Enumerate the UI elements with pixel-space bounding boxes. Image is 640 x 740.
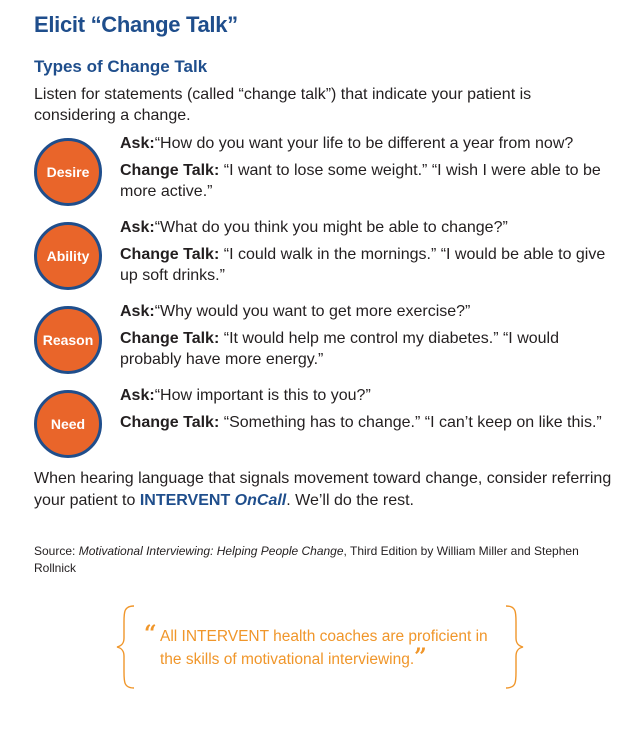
change-talk-label: Change Talk:	[120, 414, 220, 431]
intervent-oncall-brand	[140, 492, 286, 509]
ask-line	[120, 385, 620, 406]
quote-text: All INTERVENT health coaches are proficient in the skills of motivational interviewing.	[160, 628, 488, 668]
change-talk-label: Change Talk:	[120, 162, 220, 179]
pull-quote	[144, 621, 504, 670]
change-talk-line	[120, 328, 620, 370]
badge-reason: Reason	[34, 306, 102, 374]
right-brace-icon	[502, 604, 526, 690]
brand-main: INTERVENT	[139, 492, 235, 509]
qa-ability	[120, 217, 620, 292]
intro-text: Listen for statements (called “change talk”) that indicate your patient is considering a change.	[34, 86, 532, 124]
ask-label: Ask:	[120, 135, 155, 152]
change-talk-text: “Something has to change.” “I can’t keep on like this.”	[223, 414, 602, 431]
ask-text: “How important is this to you?”	[154, 387, 371, 404]
quote-text-wrap	[144, 621, 504, 670]
badge-desire: Desire	[34, 138, 102, 206]
left-brace-icon	[114, 604, 138, 690]
closing-paragraph	[34, 468, 614, 512]
ask-text: “How do you want your life to be different a year from now?	[154, 135, 574, 152]
source-prefix: Source:	[34, 544, 79, 558]
closing-suffix: . We’ll do the rest.	[286, 492, 414, 509]
section-subtitle: Types of Change Talk	[34, 57, 208, 76]
change-talk-text: “It would help me control my diabetes.” “I would probably have more energy.”	[120, 330, 559, 368]
ask-text: “What do you think you might be able to change?”	[154, 219, 508, 236]
page-title: Elicit “Change Talk”	[34, 12, 238, 37]
ask-label: Ask:	[120, 303, 155, 320]
change-type-reason	[34, 301, 624, 375]
qa-reason	[120, 301, 620, 376]
ask-label: Ask:	[120, 387, 155, 404]
close-quote-mark: ”	[414, 644, 427, 670]
change-talk-text: “I could walk in the mornings.” “I would be able to give up soft drinks.”	[120, 246, 606, 284]
source-citation	[34, 543, 594, 577]
closing-text: When hearing language that signals movement toward change, consider referring your patient to	[34, 470, 612, 509]
ask-line	[120, 217, 620, 238]
ask-line	[120, 133, 620, 154]
change-talk-line	[120, 412, 620, 433]
change-talk-text: “I want to lose some weight.” “I wish I were able to be more active.”	[120, 162, 601, 200]
change-talk-line	[120, 244, 620, 286]
change-type-desire	[34, 133, 624, 207]
source-book-title: Motivational Interviewing: Helping People Change	[78, 544, 344, 558]
change-talk-line	[120, 160, 620, 202]
badge-ability: Ability	[34, 222, 102, 290]
change-type-need	[34, 385, 624, 459]
source-suffix: , Third Edition by William Miller and Stephen Rollnick	[34, 544, 579, 575]
qa-need	[120, 385, 620, 439]
change-type-ability	[34, 217, 624, 291]
change-talk-label: Change Talk:	[120, 330, 220, 347]
ask-line	[120, 301, 620, 322]
brand-italic: OnCall	[234, 492, 287, 509]
change-talk-label: Change Talk:	[120, 246, 220, 263]
qa-desire	[120, 133, 620, 208]
ask-text: “Why would you want to get more exercise?”	[154, 303, 471, 320]
open-quote-mark: “	[144, 621, 157, 647]
badge-need: Need	[34, 390, 102, 458]
ask-label: Ask:	[120, 219, 155, 236]
